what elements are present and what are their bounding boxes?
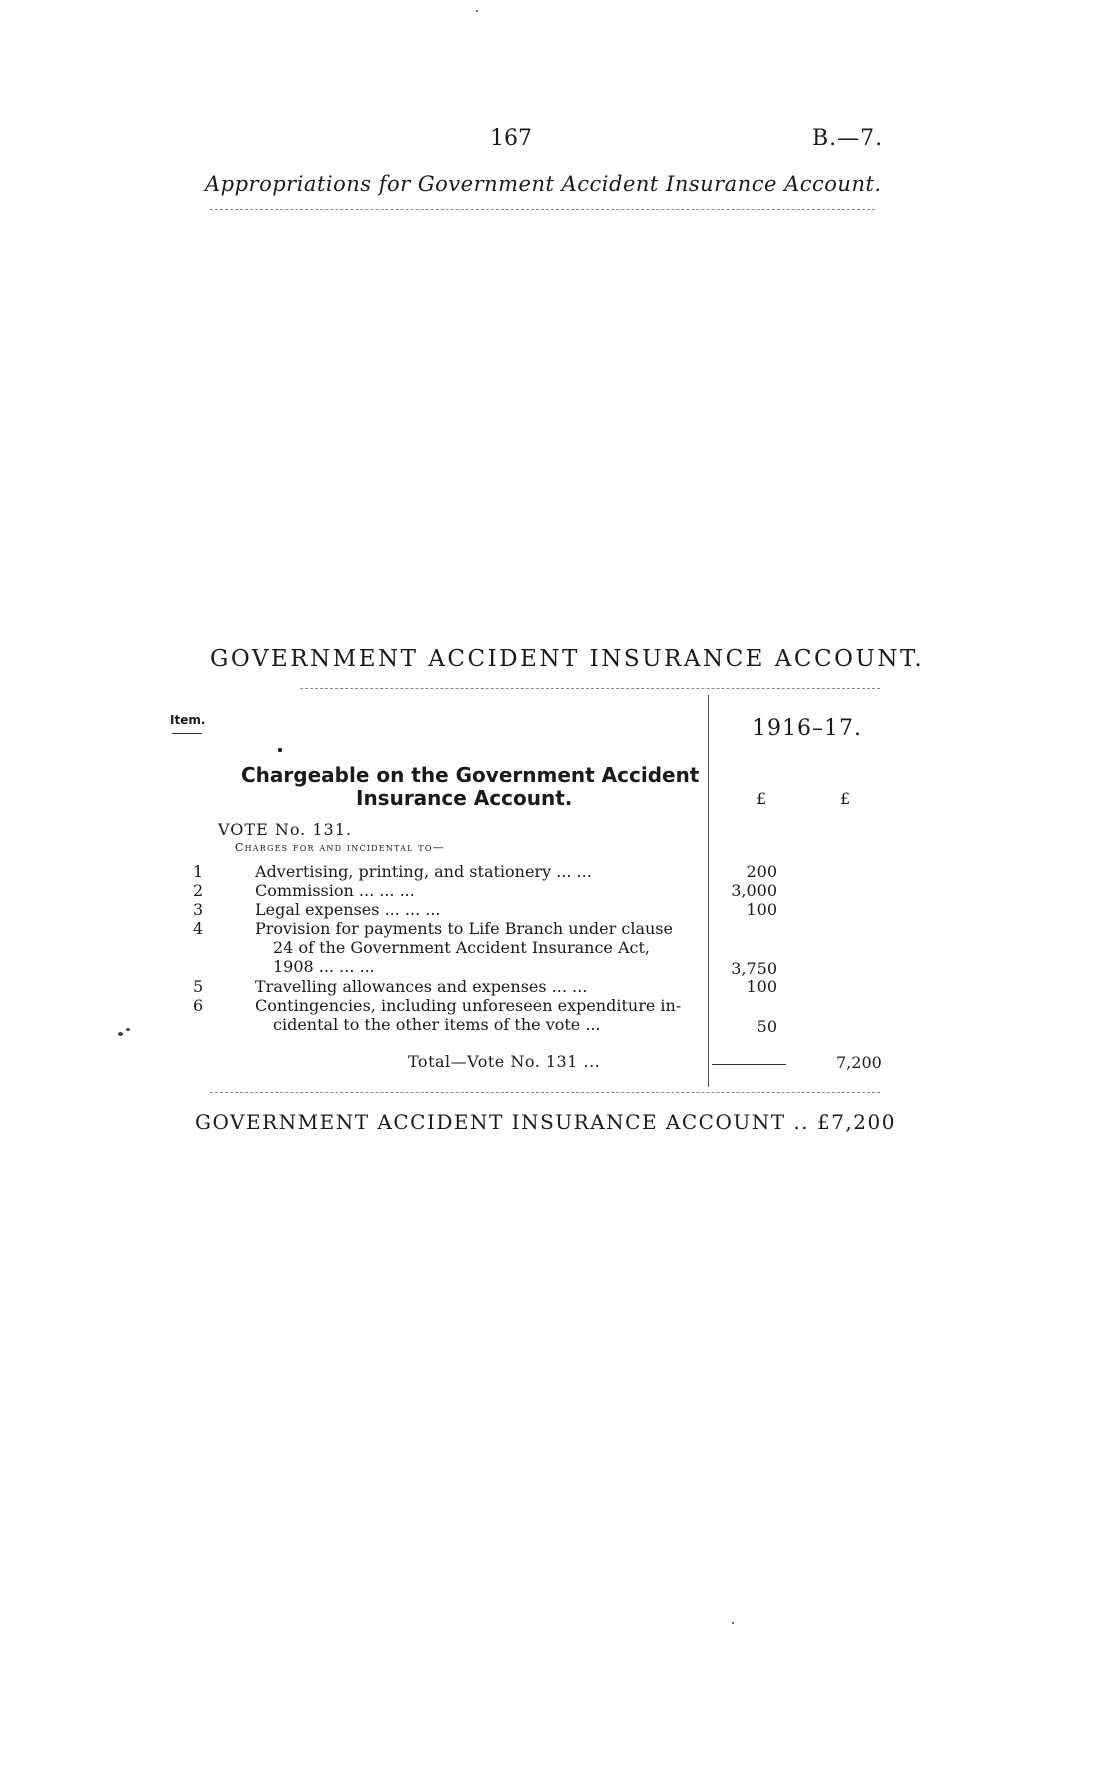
item-number: 1: [193, 862, 204, 881]
chargeable-heading-line2: Insurance Account.: [356, 786, 573, 810]
item-description-continued: cidental to the other items of the vote ...: [273, 1015, 601, 1034]
item-description: Advertising, printing, and stationery ... ...: [255, 862, 592, 881]
item-number: 4: [193, 919, 204, 938]
scan-speck: [732, 1622, 734, 1624]
vote-total-label: Total—Vote No. 131 ...: [408, 1052, 601, 1071]
scan-speck: [126, 1028, 130, 1031]
item-amount: 3,750: [731, 959, 777, 978]
item-description: Provision for payments to Life Branch under clause: [255, 919, 673, 938]
item-description-continued: 24 of the Government Accident Insurance Act,: [273, 938, 651, 957]
charges-heading: Charges for and incidental to—: [235, 841, 445, 854]
scan-speck: [476, 10, 478, 12]
item-amount: 200: [746, 862, 777, 881]
document-code: B.—7.: [812, 126, 884, 151]
item-description: Contingencies, including unforeseen expenditure in-: [255, 996, 682, 1015]
amount-column-divider: [708, 695, 709, 1087]
table-bottom-rule: [210, 1092, 880, 1093]
header-rule: [210, 209, 875, 210]
page-number: 167: [490, 126, 532, 151]
item-amount: 100: [746, 977, 777, 996]
year-label: 1916–17.: [752, 716, 862, 741]
chargeable-heading-line1: Chargeable on the Government Accident: [241, 763, 700, 787]
item-description-continued: 1908 ... ... ...: [273, 957, 375, 976]
scan-speck: [118, 1032, 123, 1036]
item-number: 5: [193, 977, 204, 996]
currency-symbol-items: £: [756, 789, 767, 808]
item-amount: 3,000: [731, 881, 777, 900]
account-summary: GOVERNMENT ACCIDENT INSURANCE ACCOUNT .. £7,200: [195, 1110, 896, 1134]
item-column-label: Item.: [170, 713, 206, 727]
item-column-underline: [172, 733, 202, 734]
item-description: Legal expenses ... ... ...: [255, 900, 441, 919]
running-title: Appropriations for Government Accident Insurance Account.: [205, 172, 882, 196]
currency-symbol-total: £: [840, 789, 851, 808]
section-title-rule: [300, 688, 880, 689]
bullet-dot: [278, 748, 282, 752]
item-description: Commission ... ... ...: [255, 881, 415, 900]
vote-total-value: 7,200: [836, 1053, 882, 1072]
item-amount: 100: [746, 900, 777, 919]
item-amount: 50: [756, 1017, 777, 1036]
item-number: 6: [193, 996, 204, 1015]
vote-number: VOTE No. 131.: [218, 820, 352, 839]
subtotal-rule: [712, 1064, 786, 1065]
item-number: 2: [193, 881, 204, 900]
item-description: Travelling allowances and expenses ... ...: [255, 977, 588, 996]
item-number: 3: [193, 900, 204, 919]
section-title: GOVERNMENT ACCIDENT INSURANCE ACCOUNT.: [210, 646, 925, 672]
